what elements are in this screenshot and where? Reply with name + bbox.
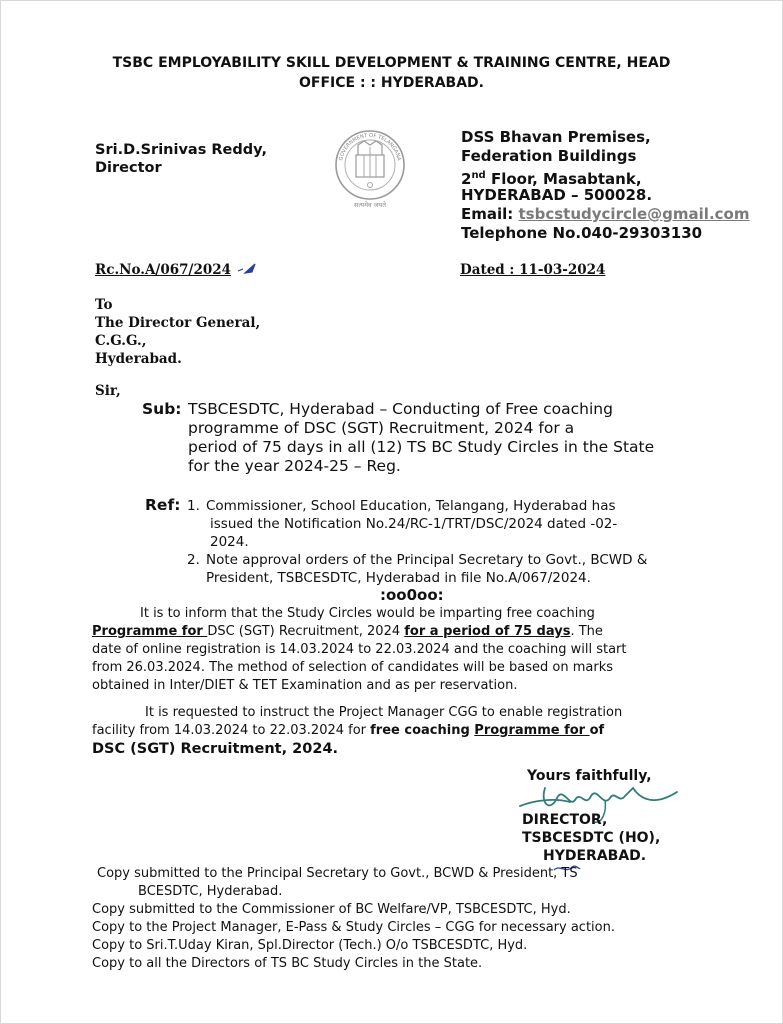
paragraph1-line4: from 26.03.2024. The method of selection of candidates will be based on marks (92, 660, 614, 675)
email-line: Email: tsbcstudycircle@gmail.com (461, 205, 750, 223)
reference-1-line1: Commissioner, School Education, Telangang, Hyderabad has (206, 498, 616, 514)
address-line1: DSS Bhavan Premises, (461, 128, 651, 146)
date: Dated : 11-03-2024 (460, 262, 606, 278)
address-line2: Federation Buildings (461, 147, 637, 165)
telephone-line: Telephone No.040-29303130 (461, 224, 703, 242)
signatory-city: HYDERABAD. (543, 848, 647, 864)
section-divider: :oo0oo: (380, 586, 444, 604)
paragraph1-line2: Programme for DSC (SGT) Recruitment, 2024 for a period of 75 days. The (92, 624, 603, 639)
office-header-line2: OFFICE : : HYDERABAD. (299, 75, 484, 91)
paragraph2-line2: facility from 14.03.2024 to 22.03.2024 for free coaching Programme for of (92, 723, 605, 738)
government-seal-emblem (330, 125, 410, 211)
signatory-title: DIRECTOR, (522, 812, 608, 828)
subject-line4: for the year 2024-25 – Reg. (188, 457, 401, 475)
paragraph1-line1: It is to inform that the Study Circles would be imparting free coaching (140, 606, 595, 621)
subject-line3: period of 75 days in all (12) TS BC Study Circles in the State (188, 438, 655, 456)
reference-2-number: 2. (187, 552, 200, 568)
copy-line1-cont: BCESDTC, Hyderabad. (138, 884, 283, 899)
copy-line1: Copy submitted to the Principal Secretary to Govt., BCWD & President, TS (97, 866, 578, 881)
paragraph2-line3: DSC (SGT) Recruitment, 2024. (92, 741, 339, 757)
sender-name: Sri.D.Srinivas Reddy, (95, 142, 267, 158)
subject-line2: programme of DSC (SGT) Recruitment, 2024 for a (188, 419, 575, 437)
subject-line1: TSBCESDTC, Hyderabad – Conducting of Free coaching (188, 400, 613, 418)
svg-text:GOVERNMENT OF TELANGANA: GOVERNMENT OF TELANGANA (338, 132, 402, 162)
recipient-designation: The Director General, (95, 315, 261, 331)
closing: Yours faithfully, (527, 768, 652, 784)
recipient-city: Hyderabad. (95, 351, 182, 367)
reference-1-line3: 2024. (210, 534, 249, 550)
subject-label: Sub: (142, 400, 182, 418)
signatory-organization: TSBCESDTC (HO), (522, 830, 661, 846)
paragraph2-line1: It is requested to instruct the Project Manager CGG to enable registration (145, 705, 623, 720)
paragraph1-line3: date of online registration is 14.03.2024 to 22.03.2024 and the coaching will start (92, 642, 627, 657)
copy-line3: Copy to the Project Manager, E-Pass & Study Circles – CGG for necessary action. (92, 920, 615, 935)
salutation: Sir, (95, 383, 121, 399)
svg-text:सत्यमेव जयते: सत्यमेव जयते (354, 201, 386, 209)
recipient-office: C.G.G., (95, 333, 147, 349)
sender-title: Director (95, 160, 162, 176)
paragraph1-line5: obtained in Inter/DIET & TET Examination and as per reservation. (92, 678, 518, 693)
pen-mark-icon (237, 262, 259, 276)
recipient-to: To (95, 297, 113, 313)
email-link[interactable]: tsbcstudycircle@gmail.com (518, 205, 750, 223)
reference-number: Rc.No.A/067/2024 (95, 262, 232, 278)
copy-line4: Copy to Sri.T.Uday Kiran, Spl.Director (Tech.) O/o TSBCESDTC, Hyd. (92, 938, 528, 953)
copy-line5: Copy to all the Directors of TS BC Study Circles in the State. (92, 956, 483, 971)
address-city-pincode: HYDERABAD – 500028. (461, 186, 653, 204)
reference-2-line2: President, TSBCESDTC, Hyderabad in file No.A/067/2024. (206, 570, 591, 586)
address-line3: 2nd Floor, Masabtank, (461, 170, 642, 188)
reference-1-line2: issued the Notification No.24/RC-1/TRT/DSC/2024 dated -02- (210, 516, 618, 532)
reference-1-number: 1. (187, 498, 200, 514)
reference-label: Ref: (145, 496, 181, 514)
reference-2-line1: Note approval orders of the Principal Secretary to Govt., BCWD & (206, 552, 648, 568)
copy-line2: Copy submitted to the Commissioner of BC Welfare/VP, TSBCESDTC, Hyd. (92, 902, 571, 917)
office-header-line1: TSBC EMPLOYABILITY SKILL DEVELOPMENT & TRAINING CENTRE, HEAD (112, 55, 671, 71)
